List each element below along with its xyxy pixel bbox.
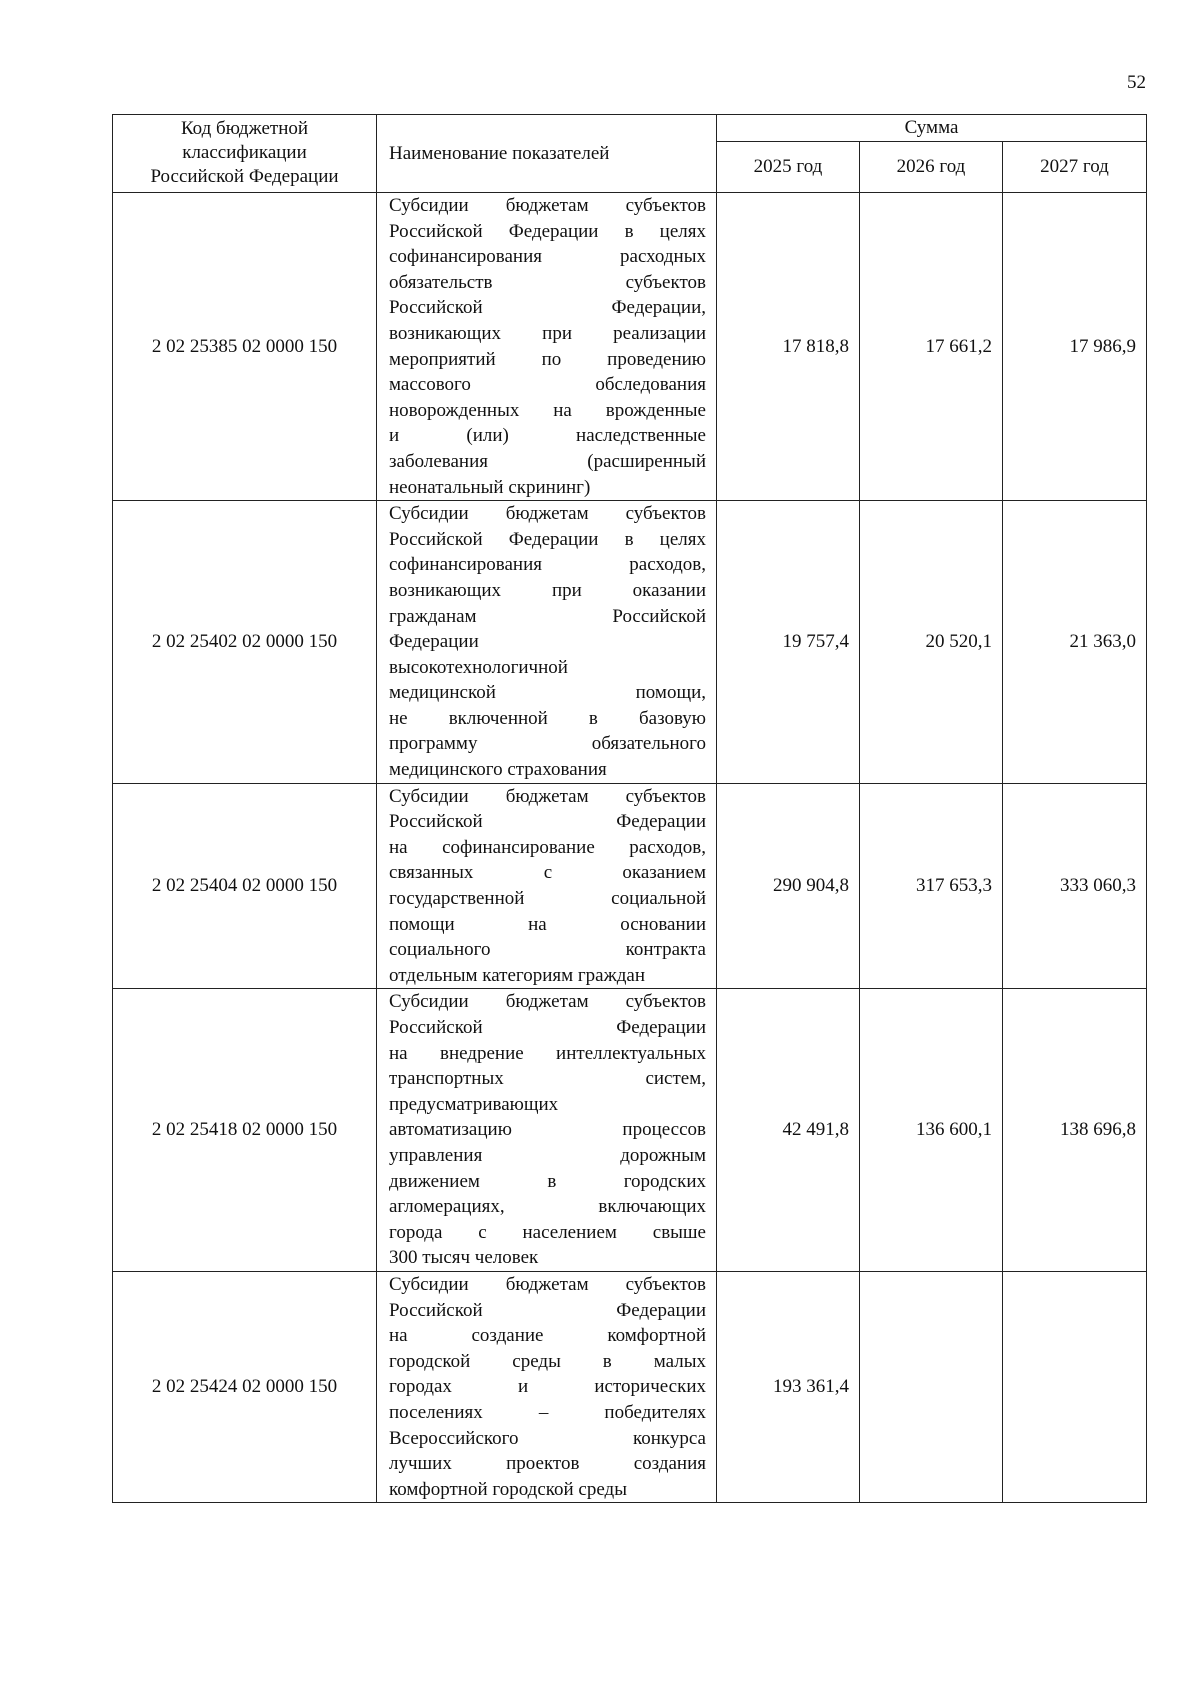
amount-2026-cell (860, 1271, 1003, 1502)
header-name: Наименование показателей (377, 115, 717, 193)
indicator-name-cell (377, 783, 717, 989)
table-row (113, 989, 1147, 1272)
indicator-name-line: Субсидии бюджетам субъектов (389, 1273, 706, 1295)
budget-code-cell: 2 02 25402 02 0000 150 (113, 501, 377, 784)
indicator-name-line: медицинского страхования (389, 759, 607, 781)
indicator-name-line: программу обязательного (389, 733, 706, 755)
amount-2027-cell: 17 986,9 (1003, 193, 1147, 501)
indicator-name-line: государственной социальной (389, 888, 706, 910)
indicator-name-line: Российской Федерации (389, 1299, 706, 1321)
indicator-name-line: неонатальный скрининг) (389, 476, 591, 498)
indicator-name-line: транспортных систем, (389, 1068, 706, 1090)
indicator-name-line: возникающих при оказании (389, 579, 706, 601)
indicator-name-line: гражданам Российской (389, 605, 706, 627)
amount-2026-cell: 136 600,1 (860, 989, 1003, 1272)
indicator-name-cell (377, 501, 717, 784)
indicator-name-line: высокотехнологичной (389, 656, 568, 678)
amount-2027-cell (1003, 1271, 1147, 1502)
amount-2025-cell: 19 757,4 (717, 501, 860, 784)
amount-2025-cell: 290 904,8 (717, 783, 860, 989)
indicator-name-line: города с населением свыше (389, 1221, 706, 1243)
indicator-name-line: заболевания (расширенный (389, 450, 706, 472)
indicator-name-line: мероприятий по проведению (389, 348, 706, 370)
header-year-2025: 2025 год (717, 142, 860, 193)
budget-code-cell: 2 02 25424 02 0000 150 (113, 1271, 377, 1502)
indicator-name-line: городской среды в малых (389, 1350, 706, 1372)
table-row (113, 783, 1147, 989)
table-body (113, 193, 1147, 1503)
indicator-name-line: массового обследования (389, 374, 706, 396)
indicator-name-line: агломерациях, включающих (389, 1196, 706, 1218)
indicator-name-line: софинансирования расходных (389, 246, 706, 268)
table-row (113, 1271, 1147, 1502)
header-year-2026: 2026 год (860, 142, 1003, 193)
amount-2027-cell: 333 060,3 (1003, 783, 1147, 989)
page-number: 52 (1127, 72, 1146, 93)
indicator-name-line: Федерации (389, 631, 479, 653)
indicator-name-line: не включенной в базовую (389, 707, 706, 729)
indicator-name-line: на создание комфортной (389, 1325, 706, 1347)
indicator-name-line: Российской Федерации (389, 1017, 706, 1038)
budget-code-cell: 2 02 25418 02 0000 150 (113, 989, 377, 1272)
indicator-name-line: Субсидии бюджетам субъектов (389, 991, 706, 1013)
amount-2026-cell: 17 661,2 (860, 193, 1003, 501)
budget-table (112, 114, 1147, 1503)
indicator-name-line: комфортной городской среды (389, 1478, 627, 1500)
amount-2027-cell: 138 696,8 (1003, 989, 1147, 1272)
indicator-name-cell (377, 1271, 717, 1502)
indicator-name-line: Всероссийского конкурса (389, 1427, 706, 1449)
indicator-name-line: 300 тысяч человек (389, 1247, 539, 1269)
indicator-name-line: возникающих при реализации (389, 322, 706, 344)
indicator-name-line: на софинансирование расходов, (389, 836, 706, 858)
amount-2025-cell: 17 818,8 (717, 193, 860, 501)
amount-2025-cell: 193 361,4 (717, 1271, 860, 1502)
indicator-name-line: городах и исторических (389, 1376, 706, 1398)
indicator-name-line: социального контракта (389, 939, 706, 961)
indicator-name-line: помощи на основании (389, 913, 706, 935)
table-row (113, 193, 1147, 501)
indicator-name-line: лучших проектов создания (389, 1453, 706, 1475)
budget-code-cell: 2 02 25385 02 0000 150 (113, 193, 377, 501)
indicator-name-line: обязательств субъектов (389, 271, 706, 293)
amount-2025-cell: 42 491,8 (717, 989, 860, 1272)
header-row-top (113, 115, 1147, 142)
indicator-name-line: Российской Федерации в целях (389, 220, 706, 242)
header-code-line: Российской Федерации (150, 166, 339, 187)
indicator-name-line: на внедрение интеллектуальных (389, 1042, 706, 1064)
header-sum: Сумма (717, 115, 1147, 142)
indicator-name-line: софинансирования расходов, (389, 554, 706, 576)
budget-code-cell: 2 02 25404 02 0000 150 (113, 783, 377, 989)
indicator-name-line: Субсидии бюджетам субъектов (389, 503, 706, 525)
indicator-name-line: Субсидии бюджетам субъектов (389, 785, 706, 807)
header-year-2027: 2027 год (1003, 142, 1147, 193)
indicator-name-line: Субсидии бюджетам субъектов (389, 195, 706, 216)
indicator-name-cell (377, 989, 717, 1272)
amount-2026-cell: 20 520,1 (860, 501, 1003, 784)
table-row (113, 501, 1147, 784)
indicator-name-line: автоматизацию процессов (389, 1119, 706, 1141)
indicator-name-line: связанных с оказанием (389, 862, 706, 884)
header-code-line: классификации (182, 142, 307, 163)
amount-2026-cell: 317 653,3 (860, 783, 1003, 989)
indicator-name-line: новорожденных на врожденные (389, 399, 706, 421)
indicator-name-line: Российской Федерации, (389, 297, 706, 319)
indicator-name-line: и (или) наследственные (389, 425, 706, 447)
amount-2027-cell: 21 363,0 (1003, 501, 1147, 784)
indicator-name-line: управления дорожным (389, 1144, 706, 1166)
indicator-name-line: медицинской помощи, (389, 682, 706, 704)
indicator-name-line: Российской Федерации (389, 811, 706, 833)
indicator-name-line: отдельным категориям граждан (389, 964, 645, 986)
header-code (113, 115, 377, 193)
indicator-name-line: Российской Федерации в целях (389, 528, 706, 550)
indicator-name-cell (377, 193, 717, 501)
indicator-name-line: движением в городских (389, 1170, 706, 1192)
indicator-name-line: предусматривающих (389, 1093, 559, 1115)
indicator-name-line: поселениях – победителях (389, 1401, 706, 1423)
header-code-line: Код бюджетной (180, 118, 309, 139)
